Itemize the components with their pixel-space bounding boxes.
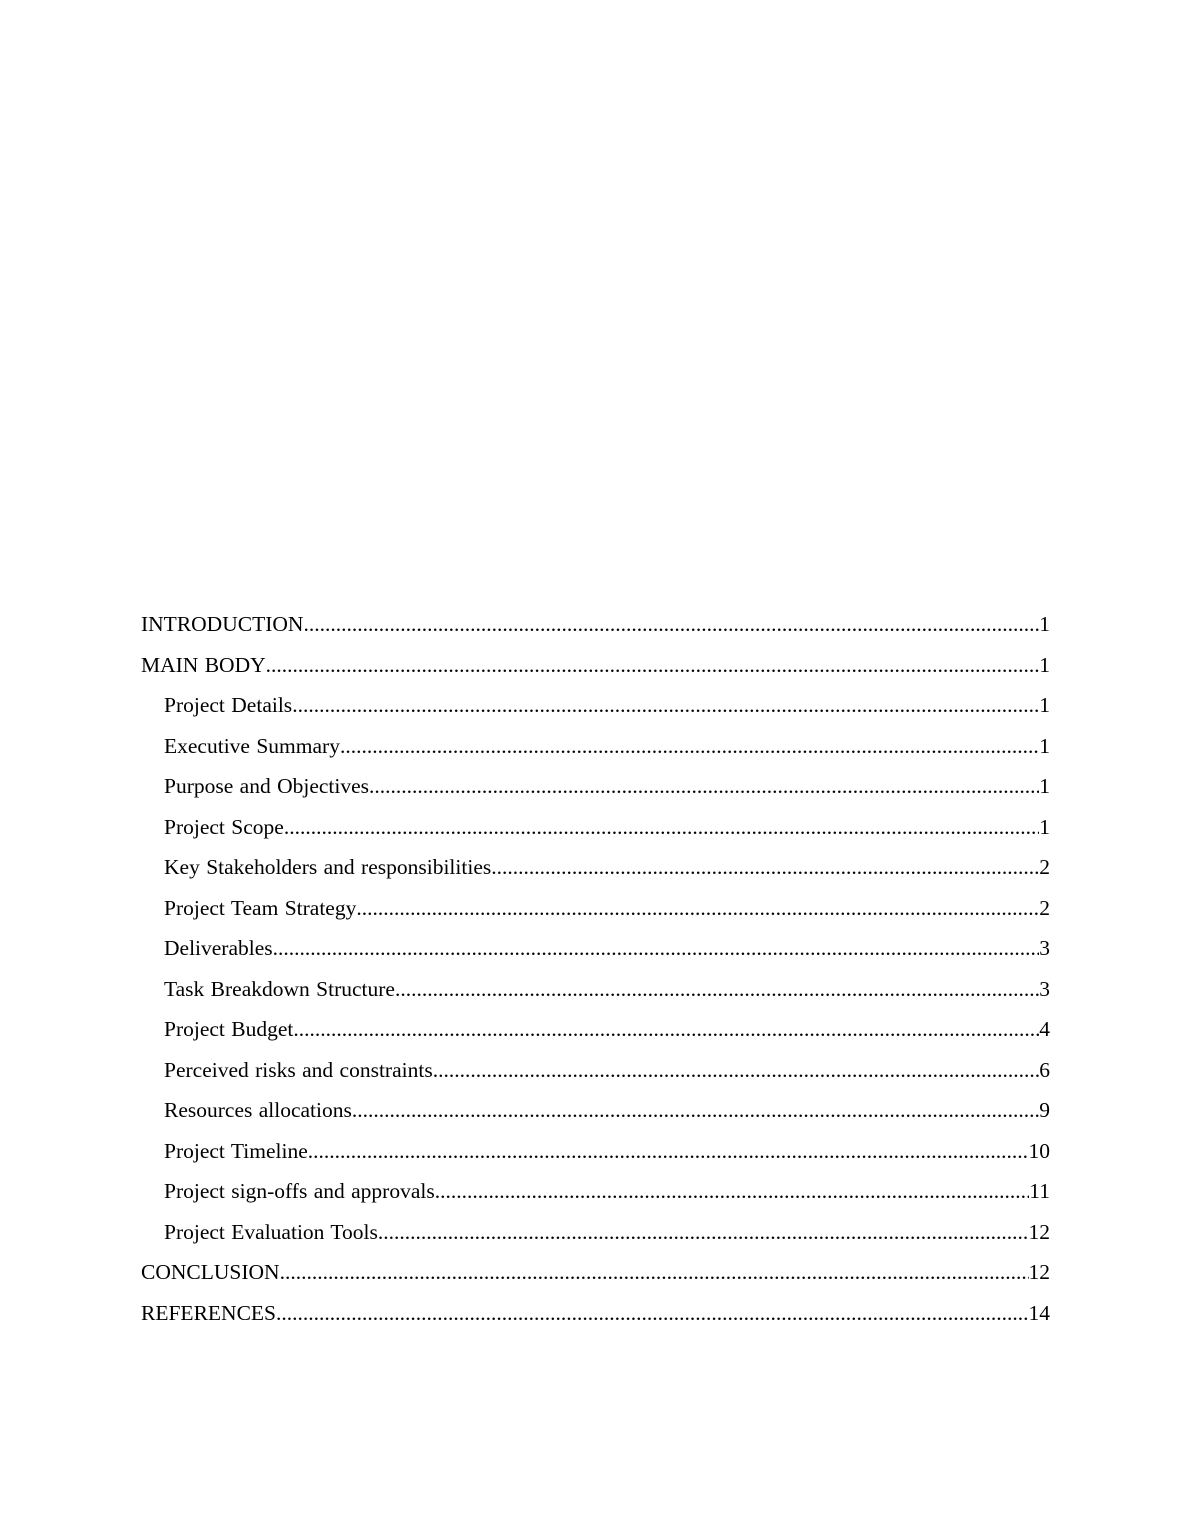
toc-page-number: 9 [1039,1098,1050,1122]
toc-entry-label: Project Timeline [164,1138,308,1163]
toc-page-number: 2 [1039,895,1050,920]
toc-entry-main-body[interactable] [141,645,1050,686]
toc-page-number: 11 [1029,1179,1050,1203]
toc-dot-leader [356,888,1039,929]
toc-dot-leader [280,1252,1029,1293]
toc-entry-perceived-risks[interactable] [141,1050,1050,1091]
toc-dot-leader [395,969,1039,1010]
toc-entry-label: Perceived risks and constraints [164,1057,433,1082]
toc-entry-label: MAIN BODY [141,652,266,677]
toc-entry-project-evaluation-tools[interactable] [141,1212,1050,1253]
toc-dot-leader [378,1212,1029,1253]
table-of-contents [141,604,1050,1333]
toc-entry-resources-allocations[interactable] [141,1090,1050,1131]
toc-entry-label: Project Evaluation Tools [164,1219,378,1244]
toc-page-number: 10 [1028,1138,1050,1163]
toc-page-number: 1 [1039,814,1050,839]
toc-dot-leader [273,928,1040,969]
toc-dot-leader [340,726,1039,767]
toc-entry-label: Key Stakeholders and responsibilities [164,855,492,879]
toc-entry-label: Project sign-offs and approvals [164,1179,435,1203]
toc-page-number: 14 [1028,1300,1050,1325]
toc-entry-label: Project Team Strategy [164,895,357,920]
toc-entry-task-breakdown-structure[interactable] [141,969,1050,1010]
toc-entry-label: Executive Summary [164,733,340,758]
toc-page-number: 3 [1039,936,1050,960]
toc-page-number: 1 [1039,733,1050,758]
toc-entry-deliverables[interactable] [141,928,1050,969]
toc-dot-leader [435,1171,1030,1212]
toc-entry-label: INTRODUCTION [141,612,304,636]
toc-entry-label: REFERENCES [141,1300,276,1325]
toc-entry-label: Project Scope [164,814,284,839]
toc-entry-label: Resources allocations [164,1098,352,1122]
toc-entry-project-team-strategy[interactable] [141,888,1050,929]
toc-entry-label: Purpose and Objectives [164,774,370,798]
toc-entry-label: Project Details [164,693,293,717]
toc-entry-label: Task Breakdown Structure [164,976,395,1001]
toc-dot-leader [369,766,1039,807]
toc-dot-leader [293,1009,1039,1050]
toc-page-number: 3 [1039,976,1050,1001]
toc-entry-label: Deliverables [164,936,273,960]
toc-page-number: 1 [1039,774,1050,798]
toc-entry-project-sign-offs[interactable] [141,1171,1050,1212]
toc-dot-leader [284,807,1039,848]
toc-dot-leader [308,1131,1029,1172]
toc-page-number: 1 [1039,652,1050,677]
toc-entry-project-budget[interactable] [141,1009,1050,1050]
toc-page-number: 4 [1039,1017,1050,1041]
toc-entry-executive-summary[interactable] [141,726,1050,767]
toc-page-number: 12 [1028,1219,1050,1244]
toc-dot-leader [491,847,1039,888]
toc-page-number: 6 [1039,1057,1050,1082]
toc-entry-label: Project Budget [164,1017,294,1041]
toc-entry-introduction[interactable] [141,604,1050,645]
toc-dot-leader [292,685,1039,726]
toc-page-number: 1 [1039,612,1050,636]
toc-dot-leader [433,1050,1040,1091]
toc-entry-references[interactable] [141,1293,1050,1334]
toc-entry-label: CONCLUSION [141,1260,280,1284]
toc-entry-conclusion[interactable] [141,1252,1050,1293]
toc-entry-project-timeline[interactable] [141,1131,1050,1172]
toc-dot-leader [276,1293,1029,1334]
toc-page-number: 1 [1039,693,1050,717]
toc-entry-project-details[interactable] [141,685,1050,726]
toc-entry-project-scope[interactable] [141,807,1050,848]
toc-entry-key-stakeholders[interactable] [141,847,1050,888]
toc-dot-leader [266,645,1040,686]
toc-page-number: 12 [1028,1260,1050,1284]
toc-dot-leader [303,604,1039,645]
toc-dot-leader [352,1090,1039,1131]
toc-page-number: 2 [1039,855,1050,879]
toc-entry-purpose-and-objectives[interactable] [141,766,1050,807]
